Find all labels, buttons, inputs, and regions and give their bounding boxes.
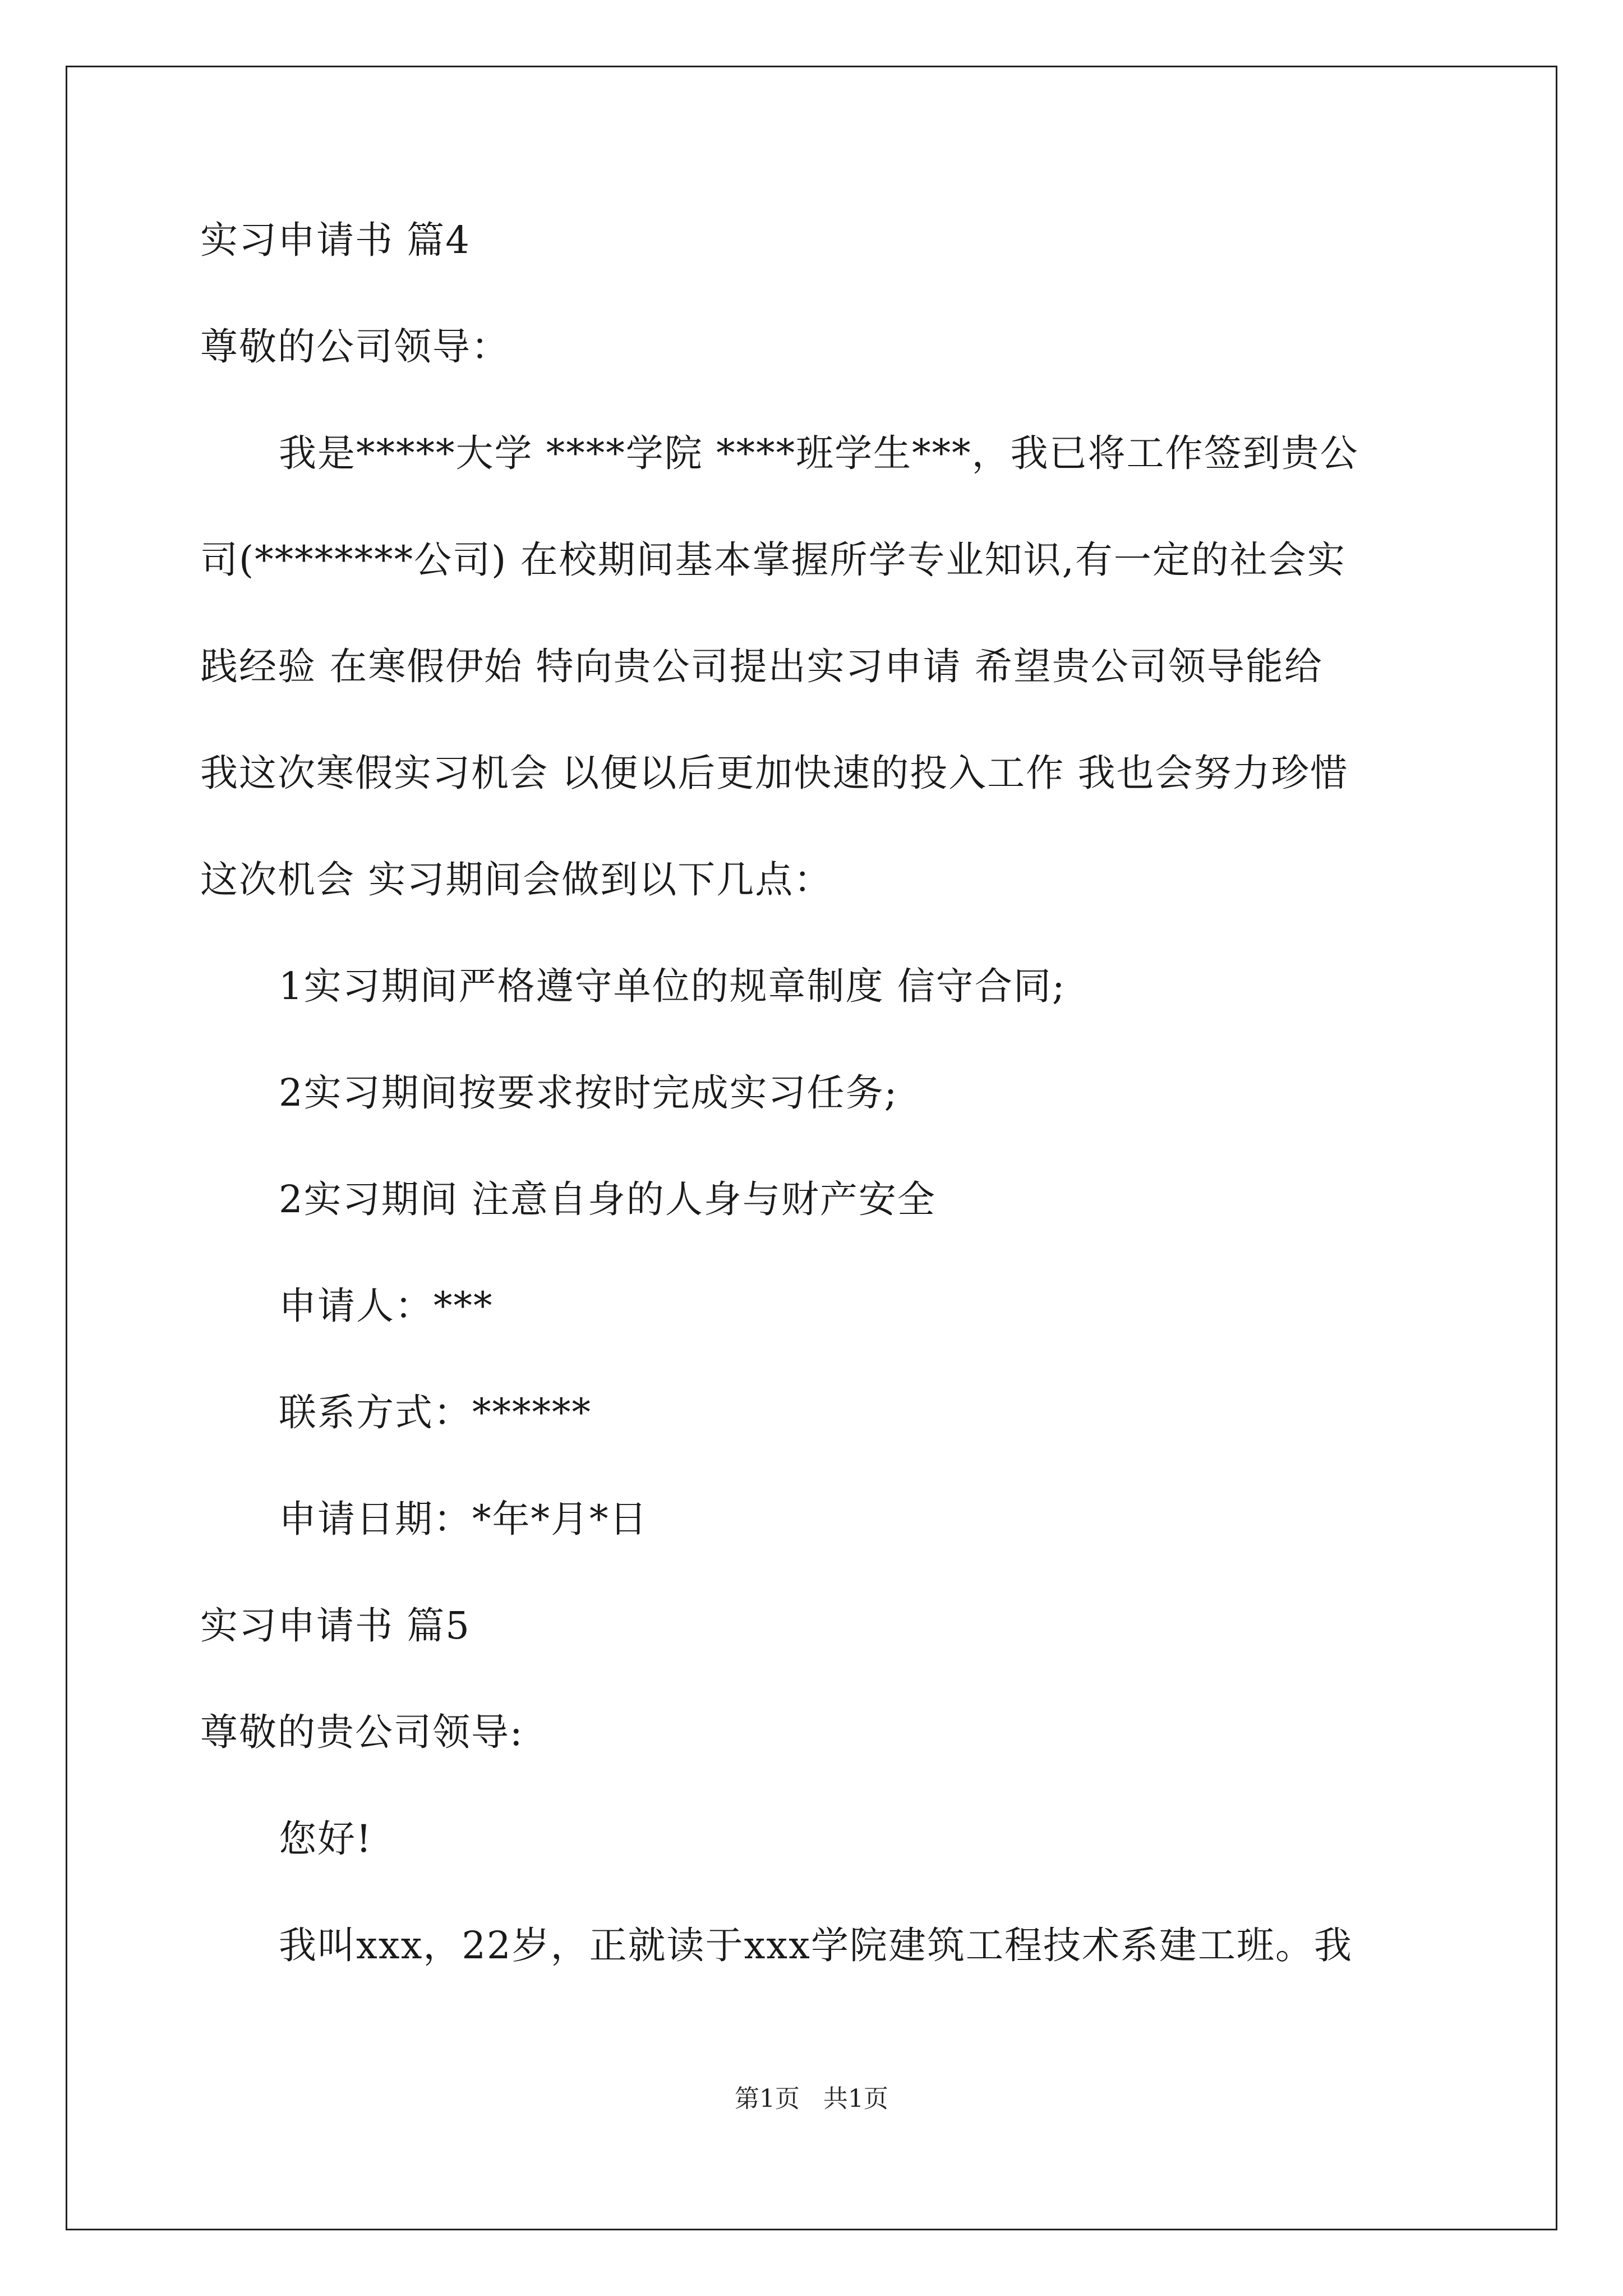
salutation: 尊敬的贵公司领导: bbox=[200, 1710, 524, 1754]
paragraph-line: 司(********公司) 在校期间基本掌握所学专业知识,有一定的社会实 bbox=[200, 538, 1346, 582]
paragraph-line: 践经验 在寒假伊始 特向贵公司提出实习申请 希望贵公司领导能给 bbox=[200, 645, 1323, 688]
list-item: 1实习期间严格遵守单位的规章制度 信守合同; bbox=[279, 964, 1066, 1008]
contact-line: 联系方式：****** bbox=[279, 1391, 592, 1434]
list-item: 2实习期间 注意自身的人身与财产安全 bbox=[279, 1177, 936, 1221]
paragraph-line: 我是*****大学 ****学院 ****班学生***，我已将工作签到贵公 bbox=[279, 431, 1359, 475]
section-heading: 实习申请书 篇5 bbox=[200, 1604, 471, 1648]
date-line: 申请日期：*年*月*日 bbox=[279, 1497, 648, 1541]
document-body bbox=[200, 213, 1426, 2025]
greeting: 您好! bbox=[279, 1817, 372, 1861]
section-heading: 实习申请书 篇4 bbox=[200, 218, 471, 262]
paragraph-line: 我这次寒假实习机会 以便以后更加快速的投入工作 我也会努力珍惜 bbox=[200, 751, 1349, 795]
paragraph bbox=[200, 400, 1426, 933]
page-footer: 第1页 共1页 bbox=[735, 2085, 888, 2113]
paragraph-line: 这次机会 实习期间会做到以下几点： bbox=[200, 858, 833, 901]
applicant-line: 申请人：*** bbox=[279, 1284, 494, 1328]
salutation: 尊敬的公司领导： bbox=[200, 325, 510, 369]
paragraph-line: 我叫xxx，22岁，正就读于xxx学院建筑工程技术系建工班。我 bbox=[279, 1924, 1353, 1967]
list-item: 2实习期间按要求按时完成实习任务; bbox=[279, 1071, 898, 1115]
